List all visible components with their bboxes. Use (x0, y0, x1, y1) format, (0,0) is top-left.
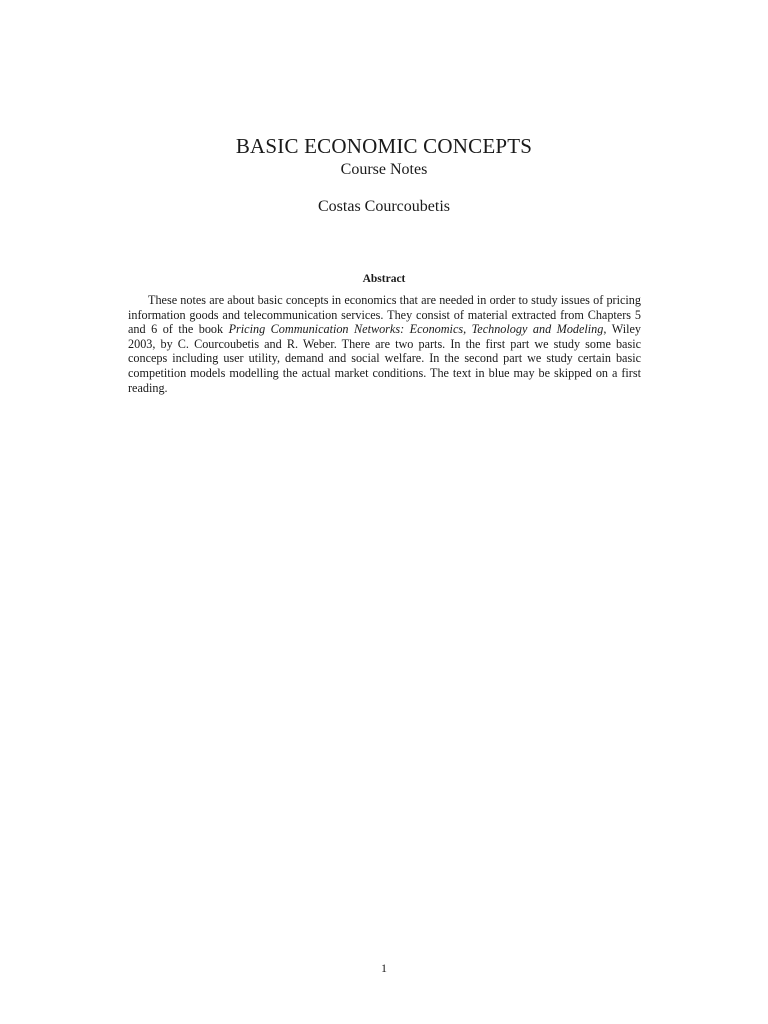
page-number: 1 (381, 961, 387, 975)
abstract-book-title: Pricing Communication Networks: Economics, Technology and Modeling (228, 322, 604, 337)
abstract-text-part2: , Wiley 2003, by C. Courcoubetis and R. Weber. There are two parts. In the first part we study some basic conceps including user utility, demand and social welfare. In the second part we study certain basic competition models modelling the actual market conditions. The text in blue may be skipped on a first reading. (128, 322, 641, 395)
abstract-paragraph (128, 293, 641, 395)
document-author: Costas Courcoubetis (318, 198, 450, 215)
document-title: BASIC ECONOMIC CONCEPTS (235, 134, 533, 158)
abstract-heading: Abstract (362, 273, 406, 285)
document-subtitle: Course Notes (340, 161, 428, 178)
abstract-text-part1: These notes are about basic concepts in economics that are needed in order to study issues of pricing information goods and telecommunication services. They consist of material extracted from Chapters 5 and 6 of the book (128, 293, 641, 337)
